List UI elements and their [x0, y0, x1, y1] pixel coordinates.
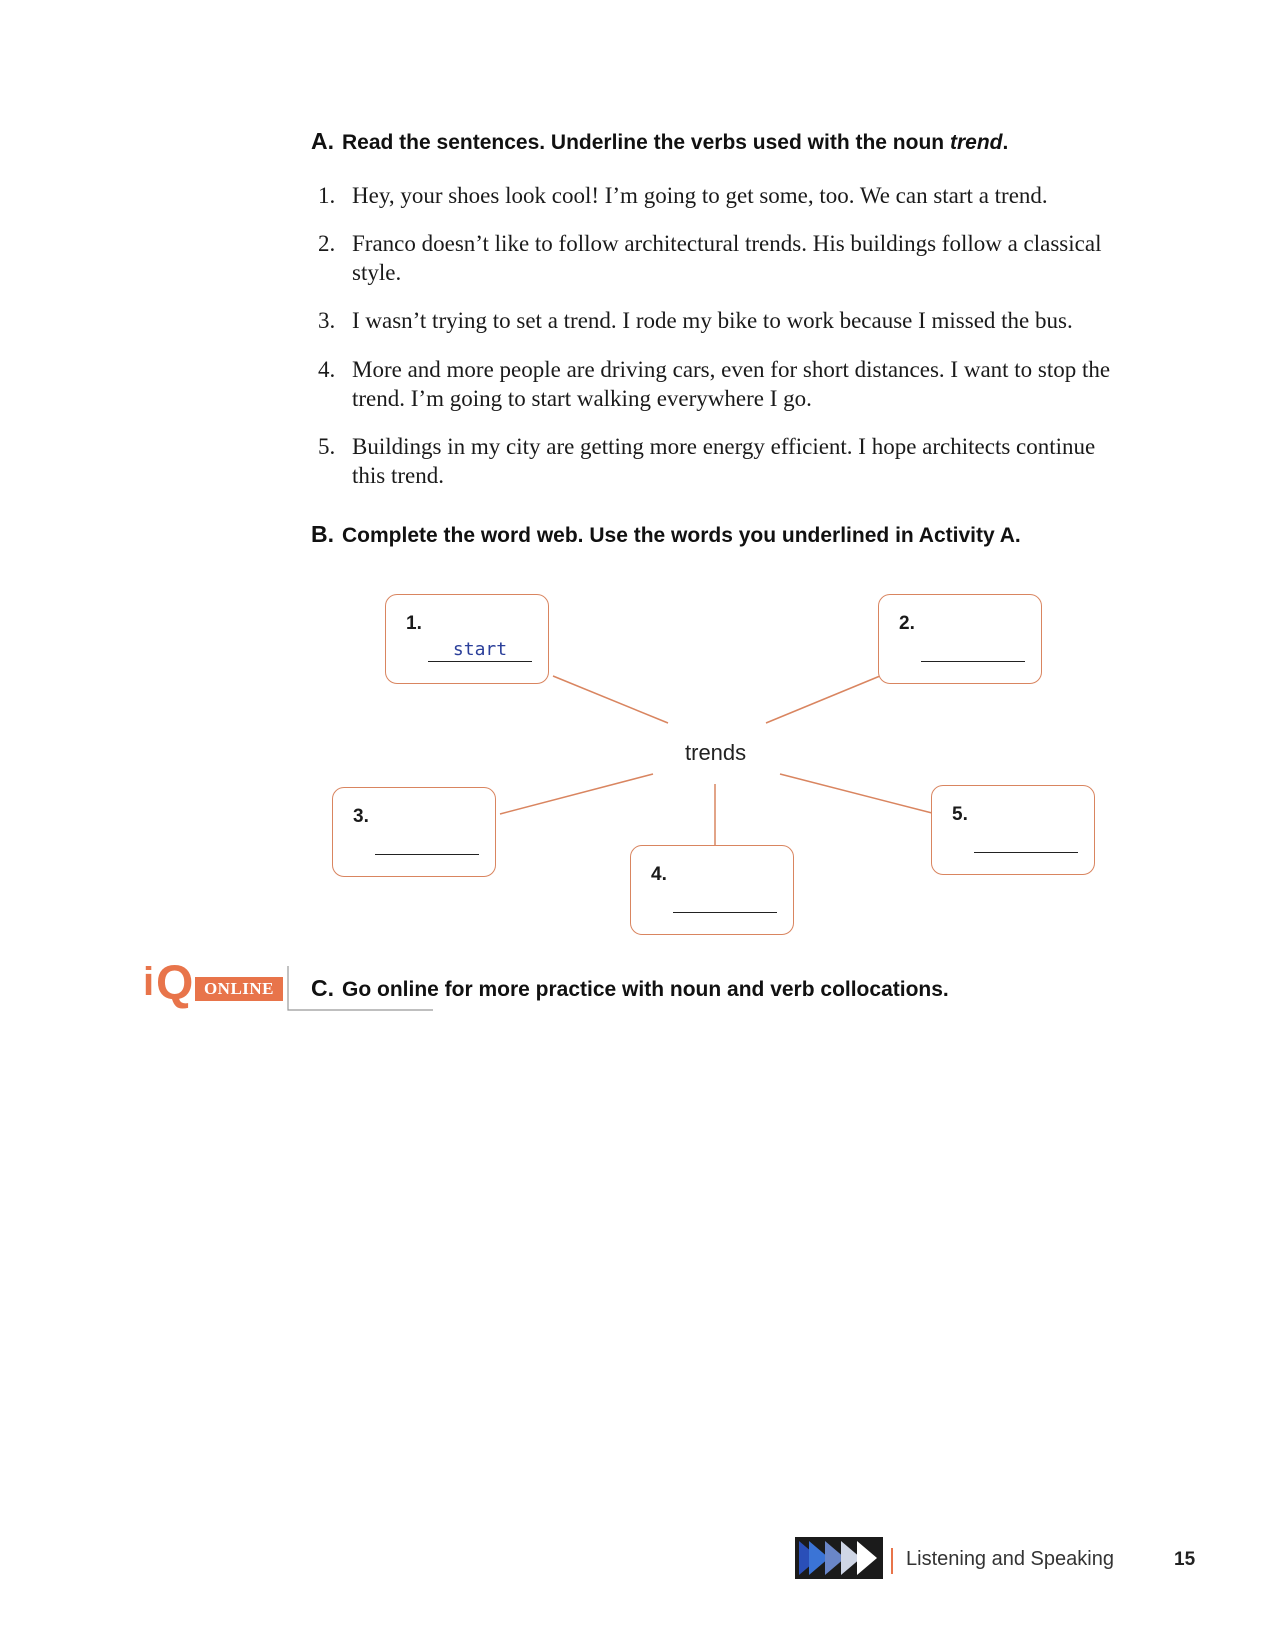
item-text: I wasn’t trying to set a trend. I rode my bike to work because I missed the bus. [352, 308, 1073, 333]
activity-c-heading [311, 975, 949, 1002]
activity-a-instruction: Read the sentences. Underline the verbs used with the noun [342, 131, 950, 154]
word-web-center: trends [685, 740, 747, 765]
item-number: 2. [318, 231, 336, 256]
activity-c-instruction: Go online for more practice with noun and verb collocations. [342, 978, 949, 1001]
answer-blank[interactable] [673, 912, 777, 913]
iq-logo-i: i [143, 960, 155, 1004]
word-box-4[interactable] [630, 845, 794, 935]
page-number: 15 [1174, 1549, 1196, 1570]
activity-a-keyword: trend [949, 131, 1003, 154]
box-number: 3. [353, 806, 369, 827]
answer-blank[interactable] [921, 661, 1025, 662]
connector-1 [553, 676, 668, 723]
footer-divider [891, 1548, 893, 1574]
connector-3 [500, 774, 653, 814]
box-number: 5. [952, 804, 968, 825]
item-number: 3. [318, 308, 336, 333]
item-number: 4. [318, 357, 336, 382]
answer-blank[interactable] [375, 854, 479, 855]
box-number: 1. [406, 613, 422, 634]
item-text: Hey, your shoes look cool! I’m going to get some, too. We can start a trend. [352, 183, 1048, 208]
answer-blank[interactable] [974, 852, 1078, 853]
iq-online-logo[interactable] [143, 957, 283, 1010]
iq-logo-online: ONLINE [195, 977, 283, 1001]
iq-logo-q: Q [156, 957, 194, 1010]
activity-a-period: . [1002, 131, 1009, 154]
answer-blank[interactable] [428, 661, 532, 662]
connector-5 [780, 774, 932, 813]
word-box-1[interactable] [385, 594, 549, 684]
item-text: Buildings in my city are getting more energy efficient. I hope architects continue this trend. [352, 434, 1096, 488]
item-text: More and more people are driving cars, even for short distances. I want to stop the trend. I’m going to start walking everywhere I go. [352, 357, 1111, 411]
item-number: 1. [318, 183, 336, 208]
activity-b-letter: B. [311, 521, 334, 547]
box-number: 4. [651, 864, 667, 885]
series-arrows-icon [795, 1537, 883, 1579]
item-number: 5. [318, 434, 336, 459]
word-box-5[interactable] [931, 785, 1095, 875]
activity-c-letter: C. [311, 975, 334, 1001]
item-text: Franco doesn’t like to follow architectural trends. His buildings follow a classical style. [352, 231, 1102, 285]
activity-a-letter: A. [311, 128, 334, 154]
word-box-2[interactable] [878, 594, 1042, 684]
box-number: 2. [899, 613, 915, 634]
connector-2 [766, 676, 880, 723]
word-box-3[interactable] [332, 787, 496, 877]
activity-b-instruction: Complete the word web. Use the words you underlined in Activity A. [342, 524, 1021, 547]
footer-series-title: Listening and Speaking [906, 1548, 1114, 1570]
box-answer: start [452, 639, 508, 660]
